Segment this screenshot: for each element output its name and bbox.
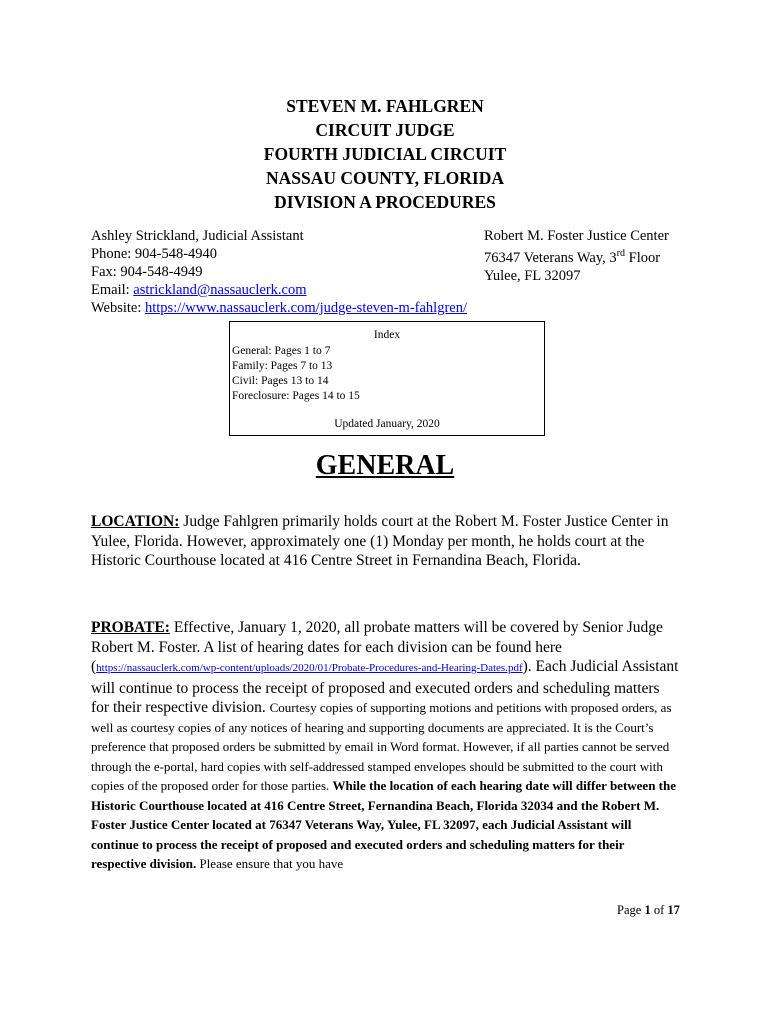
probate-dates-link[interactable]: https://nassauclerk.com/wp-content/uploads/2020/01/Probate-Procedures-and-Hearing-Dates.pdf [96,662,523,674]
assistant-phone: Phone: 904-548-4940 [91,246,218,262]
courthouse-street [484,245,669,267]
courthouse-address-block [484,227,669,285]
index-title: Index [373,329,401,341]
index-updated-date: Updated January, 2020 [334,418,440,430]
location-label: LOCATION: [91,513,180,530]
courthouse-name: Robert M. Foster Justice Center [484,228,669,244]
website-line [91,299,467,317]
probate-paragraph [91,618,681,874]
title-line-circuit: FOURTH JUDICIAL CIRCUIT [263,144,507,164]
probate-tail-text: Please ensure that you have [196,856,344,871]
website-link[interactable]: https://www.nassauclerk.com/judge-steven-m-fahlgren/ [145,300,467,316]
page-total: 17 [667,903,680,917]
index-box [229,321,545,436]
page-number: 1 [644,903,651,917]
title-line-county: NASSAU COUNTY, FLORIDA [265,168,505,188]
location-paragraph [91,512,681,571]
probate-location-text: While the location of each hearing date will differ between the Historic Courthouse located at 416 Centre Street, Fernandina Beach, Florida 32034 and the Robert M. Foster Justice Center located at 76347 Veterans Way, Yulee, FL 32097, each Judicial Assistant will continue to process the receipt of proposed and executed orders and scheduling matters for their respective division. [91,778,677,871]
email-label: Email: [91,282,134,298]
website-label: Website: [91,300,145,316]
assistant-contact-block [91,227,467,317]
street-text: 76347 Veterans Way, 3 [484,249,617,266]
probate-courtesy-text: Courtesy copies of supporting motions and petitions with proposed orders, as well as courtesy copies of any notices of hearing and supporting documents are appreciated. It is the Court’s preference that proposed orders be submitted by email in Word format. However, if all parties cannot be served through the e-portal, hard copies with self-addressed stamped envelopes should be submitted to the court with copies of the proposed order for those parties. [91,700,672,793]
probate-assistant-text: ). Each Judicial Assistant will continue to process the receipt of proposed and executed orders and scheduling matters for their respective division. [91,658,679,716]
page-footer [617,902,680,918]
title-line-judge-name: STEVEN M. FAHLGREN [286,96,484,116]
page-label: Page [617,903,645,917]
location-text: Judge Fahlgren primarily holds court at the Robert M. Foster Justice Center in Yulee, Florida. However, approximately one (1) Monday per month, he holds court at the Historic Courthouse located at 416 Centre Street in Fernandina Beach, Florida. [91,513,669,569]
index-item-family: Family: Pages 7 to 13 [232,360,333,372]
page-of-label: of [650,903,668,917]
title-line-division: DIVISION A PROCEDURES [274,192,496,212]
index-list [232,344,360,404]
title-line-position: CIRCUIT JUDGE [315,120,455,140]
courthouse-city: Yulee, FL 32097 [484,267,581,284]
document-title [0,94,770,214]
section-heading-general: GENERAL [315,450,455,481]
street-ordinal: rd [616,248,626,259]
assistant-email-line [91,281,467,299]
street-floor: Floor [625,249,661,266]
email-link[interactable]: astrickland@nassauclerk.com [133,282,307,298]
assistant-fax: Fax: 904-548-4949 [91,264,203,280]
index-item-general: General: Pages 1 to 7 [232,345,331,357]
index-item-foreclosure: Foreclosure: Pages 14 to 15 [232,390,360,402]
index-item-civil: Civil: Pages 13 to 14 [232,375,329,387]
assistant-name: Ashley Strickland, Judicial Assistant [91,228,304,244]
probate-label: PROBATE: [91,619,170,636]
probate-intro-text: Effective, January 1, 2020, all probate matters will be covered by Senior Judge Robert M. Foster. A list of hearing dates for each division can be found here ( [91,619,663,675]
